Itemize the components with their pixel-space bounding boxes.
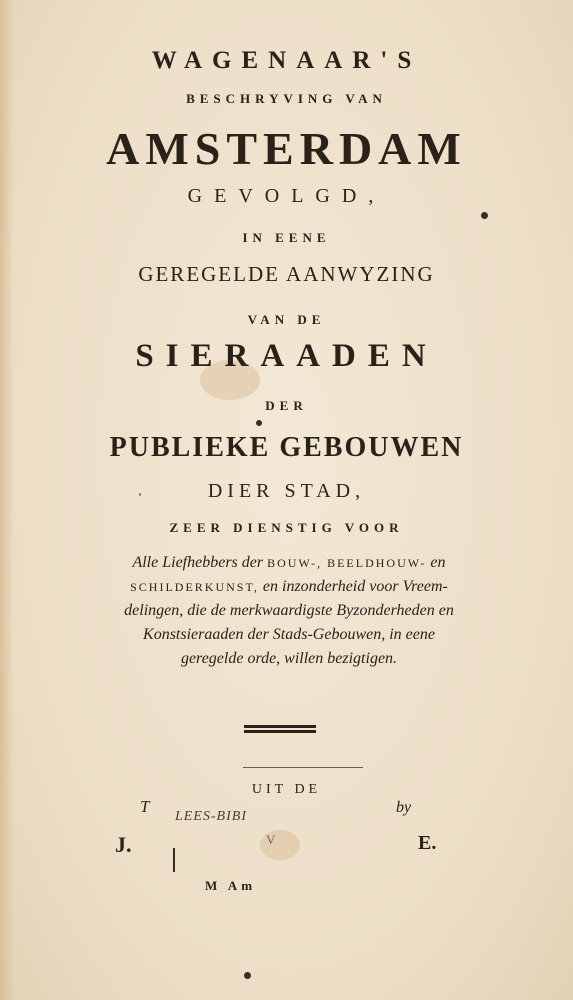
decorative-rule <box>243 767 363 768</box>
title-dier-stad: DIER STAD, <box>207 480 366 502</box>
stamp-mark <box>173 848 175 872</box>
ink-spot <box>139 493 141 496</box>
title-geregelde-aanwyzing: GEREGELDE AANWYZING <box>138 262 435 286</box>
library-stamp-text: LEES-BIBI <box>175 809 247 824</box>
ink-spot <box>481 212 488 219</box>
title-van-de: VAN DE <box>247 312 326 327</box>
imprint-by: by <box>396 799 412 816</box>
imprint-uit-de: UIT DE <box>251 782 322 797</box>
title-amsterdam: AMSTERDAM <box>106 123 467 174</box>
title-in-eene: IN EENE <box>242 230 331 245</box>
title-beschryving: BESCHRYVING VAN <box>186 91 387 106</box>
title-wagenaars: WAGENAAR'S <box>151 47 422 74</box>
ink-spot <box>244 972 251 979</box>
title-zeer-dienstig: ZEER DIENSTIG VOOR <box>169 520 404 535</box>
imprint-date-line: M Am <box>205 878 257 893</box>
description-line: delingen, die de merkwaardigste Byzonderheden en <box>124 602 454 619</box>
description-line: geregelde orde, willen bezigtigen. <box>180 650 398 667</box>
description-line: Alle Liefhebbers der BOUW-, BEELDHOUW- en <box>132 554 446 571</box>
title-publieke-gebouwen: PUBLIEKE GEBOUWEN <box>109 432 464 463</box>
title-gevolgd: GEVOLGD, <box>187 185 386 207</box>
description-line: Konstsieraaden der Stads-Gebouwen, in eene <box>143 626 435 643</box>
imprint-publisher-suffix: E. <box>418 832 437 854</box>
imprint-faded-text: V <box>266 832 276 847</box>
description-line: SCHILDERKUNST, en inzonderheid voor Vreem- <box>130 578 448 595</box>
decorative-double-rule <box>244 725 316 733</box>
ink-spot <box>256 420 262 426</box>
imprint-publisher-initial: J. <box>115 832 132 857</box>
title-der: DER <box>265 398 308 413</box>
imprint-fragment: T <box>140 797 150 816</box>
title-sieraaden: SIERAADEN <box>135 338 438 374</box>
